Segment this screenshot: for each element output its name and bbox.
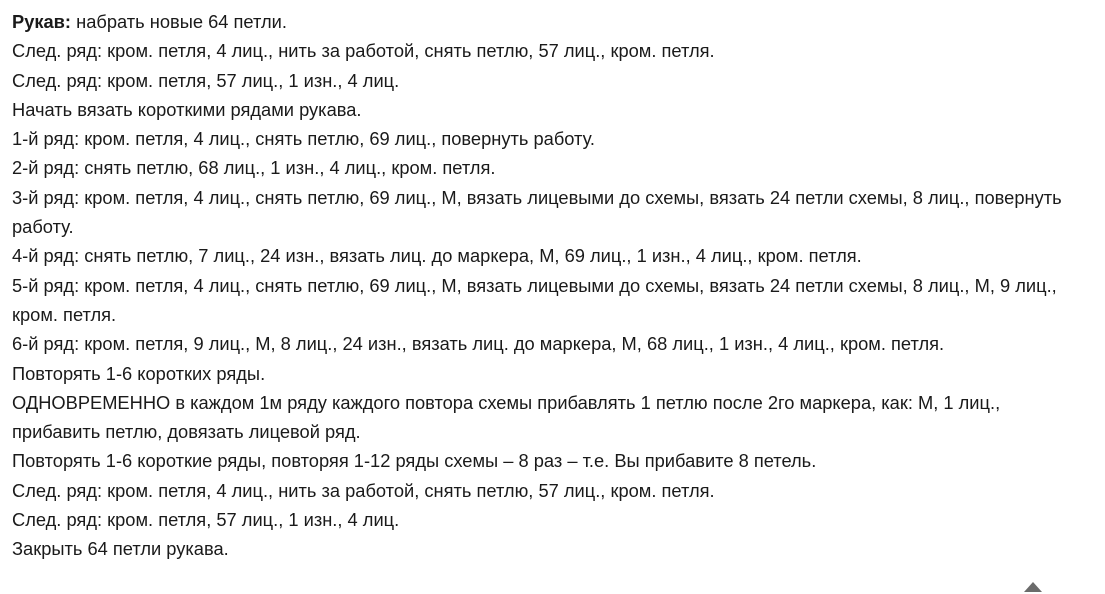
instruction-line: След. ряд: кром. петля, 4 лиц., нить за работой, снять петлю, 57 лиц., кром. петля. [12,479,715,501]
instruction-line: 3-й ряд: кром. петля, 4 лиц., снять петлю, 69 лиц., М, вязать лицевыми до схемы, вязать 24 петли схемы, 8 лиц., повернуть работу. [12,186,1062,238]
instruction-line: Закрыть 64 петли рукава. [12,538,229,560]
instruction-line: След. ряд: кром. петля, 57 лиц., 1 изн., 4 лиц. [12,509,400,531]
instruction-line: След. ряд: кром. петля, 57 лиц., 1 изн., 4 лиц. [12,69,400,91]
instruction-line: 1-й ряд: кром. петля, 4 лиц., снять петлю, 69 лиц., повернуть работу. [12,128,596,150]
sleeve-label: Рукав: [12,11,72,32]
instruction-line: Повторять 1-6 коротких ряды. [12,362,266,384]
instruction-line: Повторять 1-6 короткие ряды, повторяя 1-12 ряды схемы – 8 раз – т.е. Вы прибавите 8 петель. [12,450,817,472]
instruction-line: Начать вязать короткими рядами рукава. [12,98,362,120]
instruction-line: 5-й ряд: кром. петля, 4 лиц., снять петлю, 69 лиц., М, вязать лицевыми до схемы, вязать 24 петли схемы, 8 лиц., М, 9 лиц., кром. петля. [12,274,1057,325]
instructions-text [12,7,1090,564]
instruction-line: 4-й ряд: снять петлю, 7 лиц., 24 изн., вязать лиц. до маркера, М, 69 лиц., 1 изн., 4 лиц., кром. петля. [12,245,862,267]
instruction-line: 2-й ряд: снять петлю, 68 лиц., 1 изн., 4 лиц., кром. петля. [12,157,496,179]
triangle-up-icon[interactable] [1024,582,1042,592]
instruction-line: ОДНОВРЕМЕННО в каждом 1м ряду каждого повтора схемы прибавлять 1 петлю после 2го маркера, как: М, 1 лиц., прибавить петлю, довязать лицевой ряд. [12,391,1001,443]
instruction-line: 6-й ряд: кром. петля, 9 лиц., М, 8 лиц., 24 изн., вязать лиц. до маркера, М, 68 лиц., 1 изн., 4 лиц., кром. петля. [12,333,945,355]
sleeve-heading [12,7,1090,36]
instruction-line: След. ряд: кром. петля, 4 лиц., нить за работой, снять петлю, 57 лиц., кром. петля. [12,40,715,62]
sleeve-heading-text: набрать новые 64 петли. [71,11,287,32]
